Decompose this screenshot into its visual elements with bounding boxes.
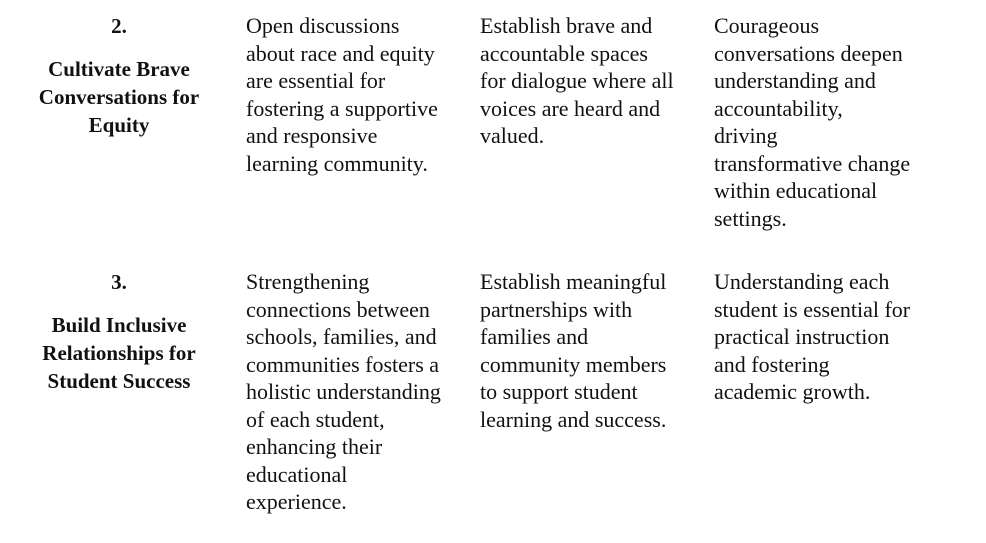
- impact-cell: [714, 268, 974, 406]
- strategy-number: 3.: [111, 270, 127, 294]
- cell-line: families and: [480, 324, 589, 349]
- cell-line: Establish meaningful: [480, 269, 667, 294]
- cell-line: connections between: [246, 296, 430, 322]
- action-cell: [480, 268, 702, 433]
- cell-line: conversations deepen: [714, 40, 903, 66]
- rationale-cell: [246, 12, 468, 177]
- cell-line: partnerships with: [480, 296, 633, 322]
- cell-line: practical instruction: [714, 324, 890, 349]
- strategy-title: [18, 55, 220, 139]
- cell-line: and responsive: [246, 123, 378, 148]
- cell-line: for dialogue where all: [480, 68, 674, 93]
- cell-line: voices are heard and: [480, 95, 661, 121]
- cell-line: accountable spaces: [480, 40, 648, 66]
- strategy-number: 2.: [111, 14, 127, 38]
- cell-line: enhancing their: [246, 434, 383, 459]
- strategy-label-cell: [18, 268, 220, 395]
- strategy-title: [18, 311, 220, 395]
- cell-line: are essential for: [246, 68, 386, 93]
- cell-line: holistic understanding: [246, 379, 441, 404]
- strategy-title-line: Build Inclusive: [51, 313, 187, 337]
- cell-line: Courageous: [714, 13, 820, 38]
- cell-line: community members: [480, 351, 667, 377]
- cell-line: academic growth.: [714, 379, 871, 404]
- strategy-title-line: Conversations for: [38, 85, 200, 109]
- impact-cell: [714, 12, 974, 232]
- cell-line: accountability,: [714, 95, 843, 121]
- cell-line: Open discussions: [246, 13, 400, 38]
- cell-line: Strengthening: [246, 269, 370, 294]
- cell-line: within educational: [714, 178, 878, 203]
- rationale-cell: [246, 268, 468, 516]
- cell-line: and fostering: [714, 351, 830, 377]
- cell-line: communities fosters a: [246, 351, 440, 377]
- cell-line: Understanding each: [714, 269, 890, 294]
- cell-line: Establish brave and: [480, 13, 653, 38]
- strategy-title-line: Relationships for: [42, 341, 196, 365]
- cell-line: fostering a supportive: [246, 95, 438, 121]
- strategy-title-line: Equity: [88, 113, 150, 137]
- cell-line: learning community.: [246, 150, 428, 176]
- cell-line: to support student: [480, 379, 638, 404]
- cell-line: of each student,: [246, 406, 385, 432]
- cell-line: schools, families, and: [246, 324, 437, 349]
- cell-line: student is essential for: [714, 296, 911, 322]
- cell-line: driving: [714, 123, 778, 148]
- cell-line: settings.: [714, 205, 787, 231]
- cell-line: valued.: [480, 123, 545, 148]
- cell-line: understanding and: [714, 68, 876, 93]
- cell-line: transformative change: [714, 150, 911, 176]
- strategy-label-cell: [18, 12, 220, 139]
- cell-line: experience.: [246, 489, 347, 514]
- cell-line: learning and success.: [480, 406, 667, 432]
- strategy-title-line: Student Success: [47, 369, 191, 393]
- cell-line: about race and equity: [246, 40, 435, 66]
- cell-line: educational: [246, 461, 348, 487]
- strategy-title-line: Cultivate Brave: [48, 57, 190, 81]
- action-cell: [480, 12, 702, 150]
